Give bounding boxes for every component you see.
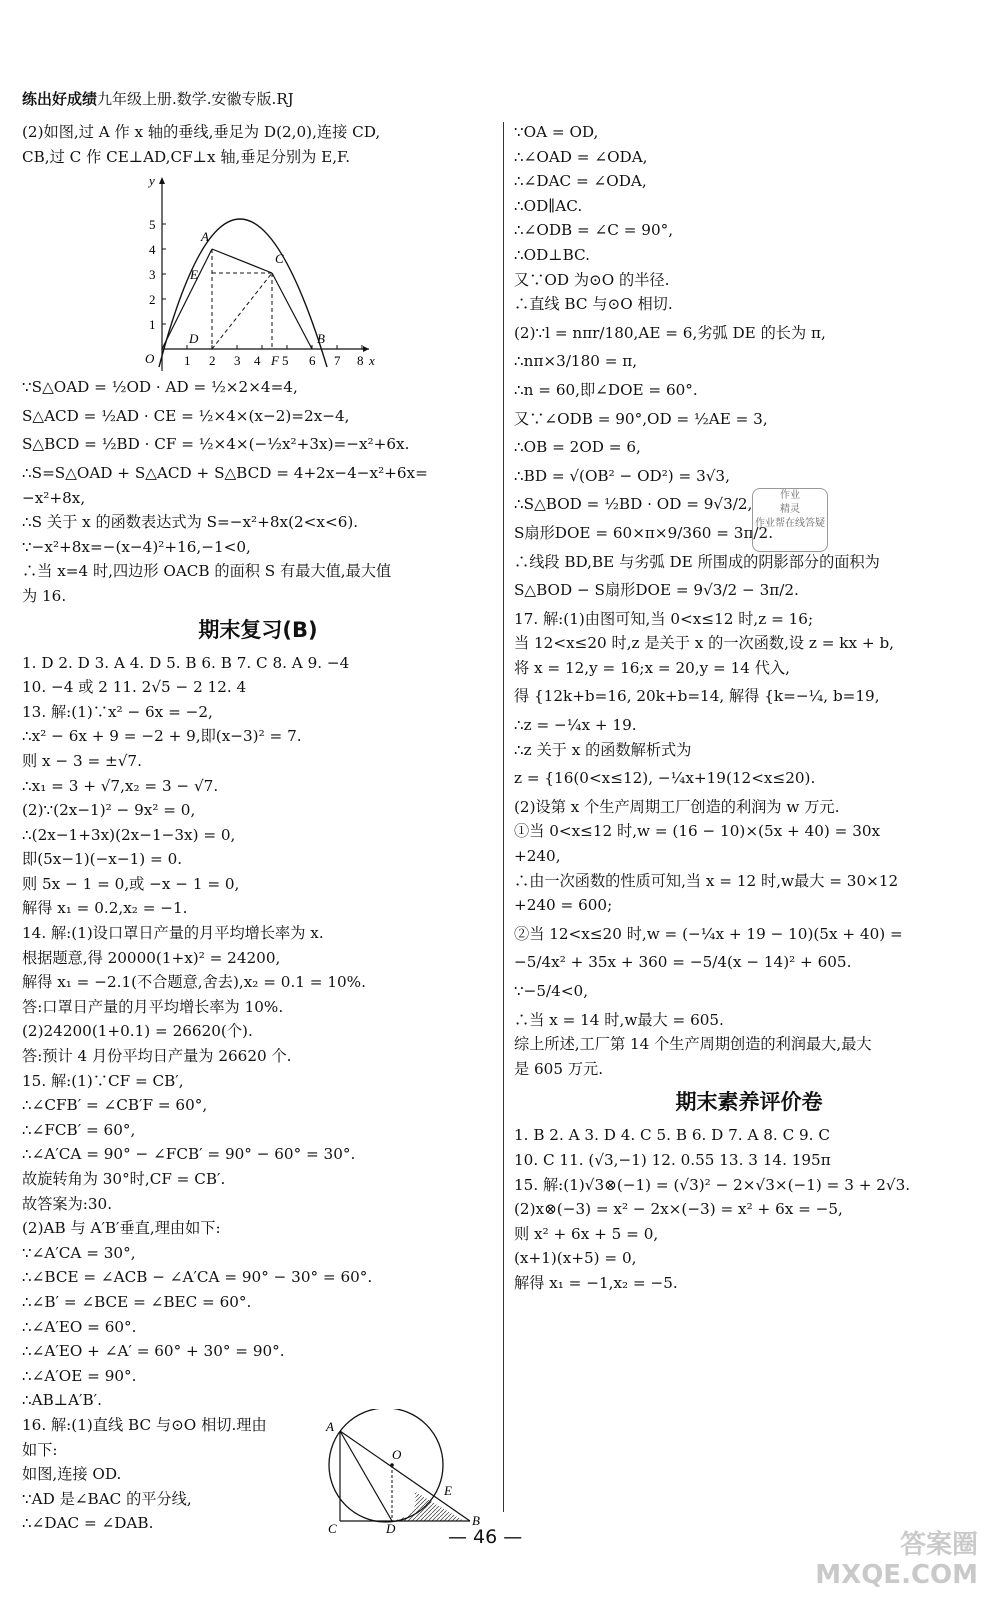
text-line: 13. 解:(1)∵x² − 6x = −2, bbox=[22, 702, 213, 721]
text-line: ∵AD 是∠BAC 的平分线, bbox=[22, 1489, 192, 1508]
text-line: 答:口罩日产量的月平均增长率为 10%. bbox=[22, 997, 284, 1016]
text-line: (2)24200(1+0.1) = 26620(个). bbox=[22, 1022, 253, 1041]
text-line: 将 x = 12,y = 16;x = 20,y = 14 代入, bbox=[514, 658, 790, 677]
text-line: ∴∠B′ = ∠BCE = ∠BEC = 60°. bbox=[22, 1292, 252, 1311]
text-line: S△ACD = ½AD · CE = ½×4×(x−2)=2x−4, bbox=[22, 406, 350, 425]
text-line: ∵∠A′CA = 30°, bbox=[22, 1243, 136, 1262]
text-line: 则 x² + 6x + 5 = 0, bbox=[514, 1224, 659, 1243]
text-line: 如图,连接 OD. bbox=[22, 1465, 122, 1484]
stamp-line: 作业 bbox=[780, 490, 800, 501]
text-line: ∴∠BCE = ∠ACB − ∠A′CA = 90° − 30° = 60°. bbox=[22, 1268, 373, 1287]
text-line: 综上所述,工厂第 14 个生产周期创造的利润最大,最大 bbox=[514, 1035, 872, 1054]
problem-16-block bbox=[22, 1413, 494, 1534]
text-line: ∵OA = OD, bbox=[514, 123, 599, 141]
header-book-info: 九年级上册.数学.安徽专版.RJ bbox=[97, 90, 294, 108]
text-line: ∴∠A′EO = 60°. bbox=[22, 1317, 137, 1336]
text-line: +240 = 600; bbox=[514, 896, 613, 915]
text-line: ∴∠DAC = ∠DAB. bbox=[22, 1514, 154, 1533]
text-line: ∴∠FCB′ = 60°, bbox=[22, 1120, 136, 1139]
parabola-figure bbox=[137, 171, 377, 371]
y-axis-label: y bbox=[149, 173, 155, 189]
point-d-label: D bbox=[189, 331, 199, 347]
text-line: (2)∵(2x−1)² − 9x² = 0, bbox=[22, 801, 196, 820]
text-line: 14. 解:(1)设口罩日产量的月平均增长率为 x. bbox=[22, 924, 324, 943]
text-line: (2)设第 x 个生产周期工厂创造的利润为 w 万元. bbox=[514, 797, 840, 816]
section-title-review-b: 期末复习(B) bbox=[198, 617, 318, 642]
text-line: −x²+8x, bbox=[22, 488, 86, 507]
text-line: ∴直线 BC 与⊙O 相切. bbox=[514, 295, 673, 314]
y-tick-label: 2 bbox=[149, 292, 156, 308]
x-tick-label: 6 bbox=[309, 353, 316, 369]
point-d-label: D bbox=[386, 1520, 396, 1534]
text-line: 则 x − 3 = ±√7. bbox=[22, 751, 142, 770]
y-tick-label: 4 bbox=[149, 242, 156, 258]
text-line: 故答案为:30. bbox=[22, 1194, 113, 1213]
point-a-label: A bbox=[326, 1418, 334, 1434]
text-line: ∴nπ×3/180 = π, bbox=[514, 352, 638, 371]
text-line: ∴n = 60,即∠DOE = 60°. bbox=[514, 380, 698, 399]
text-line: 则 5x − 1 = 0,或 −x − 1 = 0, bbox=[22, 874, 240, 893]
left-column bbox=[22, 120, 494, 1534]
text-line: S△BOD − S扇形DOE = 9√3/2 − 3π/2. bbox=[514, 581, 799, 600]
text-line: 又∵∠ODB = 90°,OD = ½AE = 3, bbox=[514, 409, 768, 428]
text-line: −5/4x² + 35x + 360 = −5/4(x − 14)² + 605. bbox=[514, 953, 852, 972]
text-line: ∴BD = √(OB² − OD²) = 3√3, bbox=[514, 466, 730, 485]
text-line: ∴线段 BD,BE 与劣弧 DE 所围成的阴影部分的面积为 bbox=[514, 552, 880, 571]
text-line: 16. 解:(1)直线 BC 与⊙O 相切.理由 bbox=[22, 1415, 267, 1434]
point-b-label: B bbox=[317, 331, 325, 347]
y-tick-label: 3 bbox=[149, 267, 156, 283]
text-line: ∴OB = 2OD = 6, bbox=[514, 438, 641, 457]
text-line: 当 12<x≤20 时,z 是关于 x 的一次函数,设 z = kx + b, bbox=[514, 634, 894, 653]
text-line: CB,过 C 作 CE⊥AD,CF⊥x 轴,垂足分别为 E,F. bbox=[22, 147, 351, 166]
right-column bbox=[514, 120, 984, 1296]
x-tick-label: 8 bbox=[357, 353, 364, 369]
text-line: (2)如图,过 A 作 x 轴的垂线,垂足为 D(2,0),连接 CD, bbox=[22, 123, 381, 141]
watermark-line: 答案圈 bbox=[899, 1530, 978, 1560]
text-line: 解得 x₁ = −1,x₂ = −5. bbox=[514, 1273, 678, 1292]
text-line: S△BCD = ½BD · CF = ½×4×(−½x²+3x)=−x²+6x. bbox=[22, 435, 410, 454]
text-line: 15. 解:(1)√3⊗(−1) = (√3)² − 2×√3×(−1) = 3 + 2√3. bbox=[514, 1175, 911, 1194]
text-line: ∴∠A′CA = 90° − ∠FCB′ = 90° − 60° = 30°. bbox=[22, 1145, 356, 1164]
text-line: ∴(2x−1+3x)(2x−1−3x) = 0, bbox=[22, 825, 236, 844]
text-line: ∴OD∥AC. bbox=[514, 196, 583, 215]
text-line: ②当 12<x≤20 时,w = (−¼x + 19 − 10)(5x + 40) = bbox=[514, 924, 903, 943]
section-title-final-eval: 期末素养评价卷 bbox=[675, 1090, 823, 1115]
column-divider bbox=[503, 122, 504, 1512]
text-line: ∵−5/4<0, bbox=[514, 982, 589, 1000]
watermark bbox=[815, 1530, 978, 1590]
page-number: — 46 — bbox=[448, 1526, 523, 1548]
text-line: ∴AB⊥A′B′. bbox=[22, 1391, 102, 1410]
text-line: ∴∠CFB′ = ∠CB′F = 60°, bbox=[22, 1096, 208, 1115]
text-line: 17. 解:(1)由图可知,当 0<x≤12 时,z = 16; bbox=[514, 609, 814, 628]
text-line: +240, bbox=[514, 847, 561, 866]
x-tick-label: 2 bbox=[209, 353, 216, 369]
text-line: ∴x² − 6x + 9 = −2 + 9,即(x−3)² = 7. bbox=[22, 727, 302, 746]
text-line: ∴∠A′EO + ∠A′ = 60° + 30° = 90°. bbox=[22, 1342, 285, 1361]
text-line: 得 {12k+b=16, 20k+b=14, 解得 {k=−¼, b=19, bbox=[514, 687, 880, 706]
text-line: ∴当 x = 14 时,w最大 = 605. bbox=[514, 1010, 724, 1029]
circle-o bbox=[329, 1409, 443, 1522]
text-line: 是 605 万元. bbox=[514, 1059, 604, 1078]
text-line: ∴OD⊥BC. bbox=[514, 245, 590, 264]
text-line: ∴S=S△OAD + S△ACD + S△BCD = 4+2x−4−x²+6x= bbox=[22, 463, 428, 482]
text-line: ∴由一次函数的性质可知,当 x = 12 时,w最大 = 30×12 bbox=[514, 871, 899, 890]
page-header bbox=[22, 88, 294, 109]
x-tick-label: 3 bbox=[234, 353, 241, 369]
x-tick-label: 5 bbox=[282, 353, 289, 369]
x-tick-label: 7 bbox=[334, 353, 341, 369]
point-c-label: C bbox=[328, 1520, 337, 1534]
text-line: ∴∠OAD = ∠ODA, bbox=[514, 147, 648, 166]
text-line: ∴∠DAC = ∠ODA, bbox=[514, 172, 647, 191]
text-line: 又∵OD 为⊙O 的半径. bbox=[514, 270, 670, 289]
text-line: 即(5x−1)(−x−1) = 0. bbox=[22, 850, 183, 869]
text-line: (x+1)(x+5) = 0, bbox=[514, 1249, 637, 1268]
parabola-curve bbox=[159, 219, 327, 367]
text-line: S扇形DOE = 60×π×9/360 = 3π/2. bbox=[514, 523, 774, 542]
stamp-line: 精灵 bbox=[780, 504, 800, 515]
x-tick-label: 1 bbox=[184, 353, 191, 369]
text-line: ∵−x²+8x=−(x−4)²+16,−1<0, bbox=[22, 537, 251, 556]
header-series-title: 练出好成绩 bbox=[22, 90, 98, 108]
text-line: ∴S△BOD = ½BD · OD = 9√3/2, bbox=[514, 495, 753, 514]
answer-line: 10. C 11. (√3,−1) 12. 0.55 13. 3 14. 195π bbox=[514, 1150, 831, 1169]
text-line: ∴z = −¼x + 19. bbox=[514, 716, 637, 735]
text-line: (2)AB 与 A′B′垂直,理由如下: bbox=[22, 1219, 221, 1238]
point-c-label: C bbox=[275, 251, 284, 267]
x-tick-label: 4 bbox=[254, 353, 261, 369]
text-line: 答:预计 4 月份平均日产量为 26620 个. bbox=[22, 1047, 292, 1066]
homework-stamp bbox=[752, 488, 828, 552]
circle-figure bbox=[312, 1409, 482, 1534]
shaded-region bbox=[392, 1491, 464, 1521]
text-line: ①当 0<x≤12 时,w = (16 − 10)×(5x + 40) = 30x bbox=[514, 822, 881, 841]
text-line: 15. 解:(1)∵CF = CB′, bbox=[22, 1071, 184, 1090]
watermark-line: MXQE.COM bbox=[815, 1560, 978, 1590]
text-line: 解得 x₁ = −2.1(不合题意,舍去),x₂ = 0.1 = 10%. bbox=[22, 973, 366, 992]
point-e-label: E bbox=[444, 1482, 452, 1498]
point-a-label: A bbox=[201, 229, 209, 245]
point-f-label: F bbox=[271, 353, 279, 369]
point-o-label: O bbox=[392, 1446, 402, 1462]
text-line: ∵S△OAD = ½OD · AD = ½×2×4=4, bbox=[22, 378, 298, 397]
text-line: ∴∠A′OE = 90°. bbox=[22, 1366, 137, 1385]
y-tick-label: 5 bbox=[149, 217, 156, 233]
text-line: ∴∠ODB = ∠C = 90°, bbox=[514, 221, 674, 240]
text-line: 解得 x₁ = 0.2,x₂ = −1. bbox=[22, 899, 188, 918]
text-line: ∴x₁ = 3 + √7,x₂ = 3 − √7. bbox=[22, 776, 219, 795]
text-line: 故旋转角为 30°时,CF = CB′. bbox=[22, 1170, 226, 1188]
x-axis-label: x bbox=[369, 353, 375, 369]
text-line: z = {16(0<x≤12), −¼x+19(12<x≤20). bbox=[514, 769, 816, 788]
text-line: (2)∵l = nπr/180,AE = 6,劣弧 DE 的长为 π, bbox=[514, 323, 826, 342]
text-line: 如下: bbox=[22, 1440, 58, 1459]
answer-line: 10. −4 或 2 11. 2√5 − 2 12. 4 bbox=[22, 678, 247, 697]
point-b-label: B bbox=[472, 1512, 480, 1528]
text-line: 为 16. bbox=[22, 586, 67, 605]
text-line: (2)x⊗(−3) = x² − 2x×(−3) = x² + 6x = −5, bbox=[514, 1200, 843, 1219]
origin-label: O bbox=[145, 351, 155, 367]
text-line: ∴S 关于 x 的函数表达式为 S=−x²+8x(2<x<6). bbox=[22, 513, 359, 532]
stamp-line: 作业帮在线答疑 bbox=[755, 518, 825, 529]
text-line: ∴z 关于 x 的函数解析式为 bbox=[514, 740, 692, 759]
point-e-label: E bbox=[190, 267, 198, 283]
y-tick-label: 1 bbox=[149, 317, 156, 333]
answer-line: 1. B 2. A 3. D 4. C 5. B 6. D 7. A 8. C 9. C bbox=[514, 1126, 830, 1145]
answer-line: 1. D 2. D 3. A 4. D 5. B 6. B 7. C 8. A 9. −4 bbox=[22, 653, 350, 672]
text-line: 根据题意,得 20000(1+x)² = 24200, bbox=[22, 948, 281, 967]
text-line: ∴当 x=4 时,四边形 OACB 的面积 S 有最大值,最大值 bbox=[22, 562, 392, 581]
